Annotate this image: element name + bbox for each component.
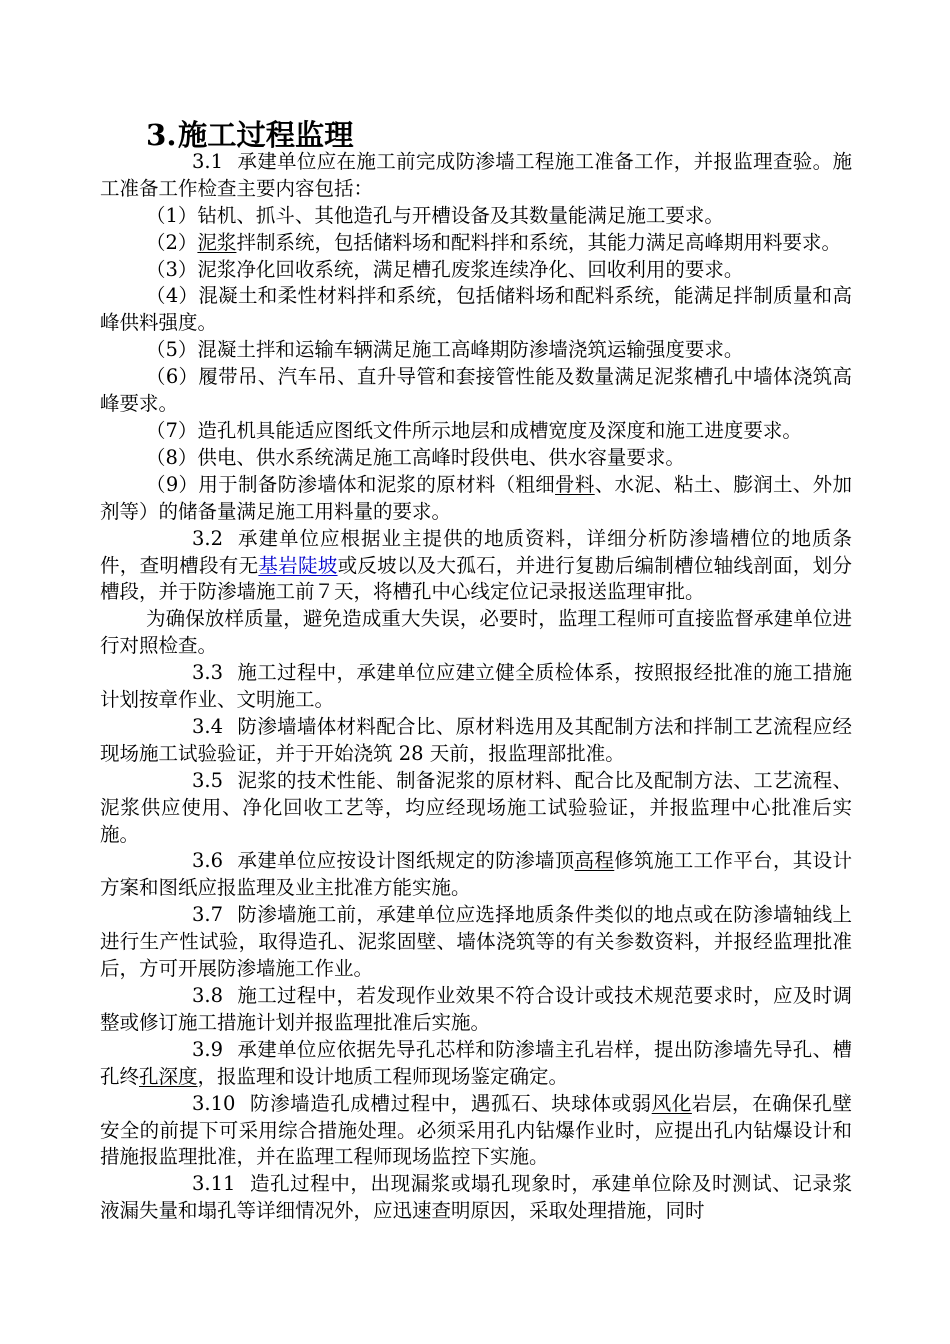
clause-text: 造孔过程中，出现漏浆或塌孔现象时，承建单位除及时测试、记录浆液漏失量和塌孔等详细情况外，应迅速查明原因，采取处理措施，同时 (100, 1172, 852, 1223)
list-item-9 (100, 472, 852, 526)
list-item-8 (100, 445, 852, 472)
clause-number: 3.6 (192, 849, 224, 873)
list-item-text: （5）混凝土拌和运输车辆满足施工高峰期防渗墙浇筑运输强度要求。 (146, 338, 744, 362)
list-item-text: （7）造孔机具能适应图纸文件所示地层和成槽宽度及深度和施工进度要求。 (146, 418, 802, 442)
clause-text: 施工过程中，承建单位应建立健全质检体系，按照报经批准的施工措施计划按章作业、文明施工。 (100, 661, 852, 712)
list-item-text: （4）混凝土和柔性材料拌和系统，包括储料场和配料系统，能满足拌制质量和高峰供料强度。 (100, 284, 852, 335)
clause-text: ，报监理和设计地质工程师现场鉴定确定。 (197, 1064, 569, 1088)
clause-text: 承建单位应在施工前完成防渗墙工程施工准备工作，并报监理查验。施工准备工作检查主要内容包括： (100, 149, 852, 200)
paragraph-3-5 (100, 768, 852, 849)
underlined-term: 高程 (574, 849, 615, 873)
clause-text: 承建单位应根据业主提供的地质资料，详细分析防渗墙槽位的地质条件，查明槽段有无 (100, 526, 852, 577)
clause-text: 承建单位应按设计图纸规定的防渗墙顶 (237, 849, 575, 873)
clause-text: 修筑施工工作平台，其设计方案和图纸应报监理及业主批准方能实施。 (100, 849, 852, 900)
paragraph-3-6 (100, 848, 852, 902)
section-heading (100, 118, 852, 152)
underlined-term: 骨料 (555, 472, 595, 496)
list-item-text: （8）供电、供水系统满足施工高峰时段供电、供水容量要求。 (146, 445, 685, 469)
paragraph-3-1 (100, 149, 852, 203)
bedrock-slope-link[interactable]: 基岩陡坡 (258, 553, 338, 577)
clause-text: 施工过程中，若发现作业效果不符合设计或技术规范要求时，应及时调整或修订施工措施计划并报监理批准后实施。 (100, 984, 852, 1034)
list-item-3 (100, 257, 852, 284)
clause-number: 3.5 (192, 768, 224, 792)
list-item-text: 、水泥、粘土、膨润土、外加剂等）的储备量满足施工用料量的要求。 (100, 472, 852, 523)
list-item-text: （1）钻机、抓斗、其他造孔与开槽设备及其数量能满足施工要求。 (146, 203, 724, 227)
clause-number: 3.8 (192, 984, 224, 1007)
clause-number: 3.1 (192, 149, 224, 173)
clause-number: 3.9 (192, 1037, 224, 1061)
clause-text: 承建单位应依据先导孔芯样和防渗墙主孔岩样，提出防渗墙先导孔、槽孔终 (100, 1037, 852, 1088)
section-number: 3. (146, 118, 177, 152)
clause-text: 防渗墙造孔成槽过程中，遇孤石、块球体或弱 (249, 1091, 652, 1115)
list-item-7 (100, 418, 852, 445)
list-item-text: （6）履带吊、汽车吊、直升导管和套接管性能及数量满足泥浆槽孔中墙体浇筑高峰要求。 (100, 365, 852, 416)
list-item-1 (100, 203, 852, 230)
underlined-term: 泥浆 (197, 230, 237, 254)
paragraph-3-11 (100, 1171, 852, 1225)
paragraph-3-7 (100, 902, 852, 983)
section-title: 施工过程监理 (178, 118, 354, 152)
paragraph-3-4 (100, 714, 852, 768)
list-item-2 (100, 230, 852, 257)
list-item-text: （9）用于制备防渗墙体和泥浆的原材料（粗细 (146, 472, 556, 496)
list-item-text: 拌制系统，包括储料场和配料拌和系统，其能力满足高峰期用料要求。 (236, 230, 841, 254)
document-page (100, 118, 852, 1225)
clause-number: 3.10 (192, 1091, 236, 1115)
underlined-term: 孔深度 (139, 1064, 198, 1088)
paragraph-3-2 (100, 526, 852, 607)
paragraph-3-8 (100, 983, 852, 1037)
list-item-5 (100, 337, 852, 364)
clause-text: 或反坡以及大孤石，并进行复勘后编制槽位轴线剖面，划分槽段，并于防渗墙施工前７天，将槽孔中心线定位记录报送监理审批。 (100, 553, 852, 604)
paragraph-3-10 (100, 1091, 852, 1172)
clause-number: 3.4 (192, 714, 224, 738)
clause-text: 泥浆的技术性能、制备泥浆的原材料、配合比及配制方法、工艺流程、泥浆供应使用、净化回收工艺等，均应经现场施工试验验证，并报监理中心批准后实施。 (100, 768, 852, 846)
clause-text: 防渗墙墙体材料配合比、原材料选用及其配制方法和拌制工艺流程应经现场施工试验验证，并于开始浇筑 28 天前，报监理部批准。 (100, 714, 852, 765)
clause-text: 为确保放样质量，避免造成重大失误，必要时，监理工程师可直接监督承建单位进行对照检查。 (100, 607, 852, 658)
clause-text: 防渗墙施工前，承建单位应选择地质条件类似的地点或在防渗墙轴线上进行生产性试验，取得造孔、泥浆固壁、墙体浇筑等的有关参数资料，并报经监理批准后，方可开展防渗墙施工作业。 (100, 903, 852, 981)
clause-number: 3.7 (192, 903, 224, 927)
clause-text: 岩层，在确保孔壁安全的前提下可采用综合措施处理。必须采用孔内钻爆作业时，应提出孔内钻爆设计和措施报监理批准，并在监理工程师现场监控下实施。 (100, 1091, 852, 1169)
list-item-text: （2） (146, 230, 198, 254)
list-item-text: （3）泥浆净化回收系统，满足槽孔废浆连续净化、回收利用的要求。 (146, 257, 744, 281)
paragraph-3-9 (100, 1037, 852, 1091)
clause-number: 3.11 (192, 1172, 236, 1196)
list-item-6 (100, 364, 852, 418)
list-item-4 (100, 283, 852, 337)
paragraph-3-2-extra (100, 606, 852, 660)
clause-number: 3.3 (192, 661, 224, 685)
underlined-term: 风化 (651, 1091, 692, 1115)
paragraph-3-3 (100, 660, 852, 714)
clause-number: 3.2 (192, 526, 224, 550)
